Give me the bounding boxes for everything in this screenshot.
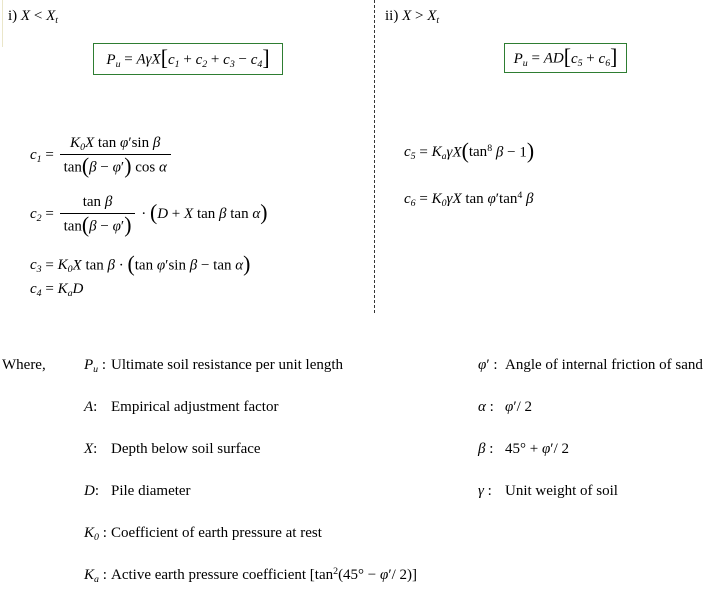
math-token: D [84, 483, 95, 499]
math-token: ) [526, 139, 535, 163]
definition-symbol [84, 357, 111, 374]
math-token: φ [505, 399, 514, 415]
math-token: − tan [197, 257, 236, 274]
math-token: γX [446, 144, 462, 161]
where-left-column [84, 357, 417, 591]
definition-description [111, 525, 322, 541]
math-token: [ [563, 45, 571, 70]
definition-row [84, 567, 417, 591]
math-token: $c_2$ [30, 205, 42, 224]
math-token: Angle of internal friction of sand [505, 357, 703, 373]
definition-description [111, 441, 261, 457]
math-token: φ [112, 159, 121, 176]
math-token: (45° − [338, 567, 381, 583]
math-token: $X_t$ [427, 8, 440, 26]
definition-description [111, 483, 191, 499]
math-token: = [120, 51, 137, 68]
math-token: − 1 [503, 144, 527, 161]
math-token: = [41, 257, 58, 274]
case-heading-left [8, 6, 58, 26]
math-token: tan [134, 257, 157, 274]
math-token: − [234, 51, 251, 68]
math-token: $K_0$ [84, 525, 99, 543]
definition-symbol [84, 525, 111, 542]
math-token: ′/ 2 [550, 441, 569, 457]
math-token: = [415, 191, 432, 207]
math-token: : [98, 525, 107, 541]
math-token: Empirical adjustment factor [111, 399, 279, 415]
math-token: $P_u$ [106, 51, 121, 70]
math-token: α [252, 205, 261, 222]
math-token: = [41, 205, 58, 222]
math-token: $c_4$ [250, 51, 263, 70]
boxed-equation-pu-left [93, 43, 283, 75]
fraction [60, 133, 171, 178]
math-token: ′/ 2)] [388, 567, 418, 583]
math-token: β [152, 135, 161, 151]
math-token: = [41, 281, 58, 297]
math-token: φ [478, 357, 487, 373]
definition-row [478, 399, 703, 441]
math-token: X [84, 441, 94, 457]
math-token: ] [262, 46, 270, 71]
math-token: − [96, 159, 113, 176]
equation-c1 [30, 133, 173, 178]
math-token: φ [487, 191, 496, 207]
math-token: tan [82, 194, 105, 210]
math-token: ( [127, 252, 135, 276]
math-token: + [179, 51, 196, 68]
math-token: tan [81, 257, 108, 274]
definition-symbol [84, 441, 111, 458]
definition-symbol [478, 483, 505, 500]
math-token: X [72, 257, 82, 274]
math-token: $c_4$ [30, 281, 42, 299]
math-token: tan [94, 135, 120, 151]
math-token: φ [120, 135, 129, 151]
math-token: β [104, 194, 113, 210]
definition-row [84, 483, 417, 525]
math-token: + [582, 50, 599, 67]
math-token: + [207, 51, 224, 68]
math-token: : [93, 441, 98, 457]
math-token: tan [63, 159, 82, 176]
math-token: + [168, 205, 185, 222]
math-token: : [93, 399, 98, 415]
definition-description [111, 357, 343, 373]
math-token: $c_5$ [404, 144, 416, 163]
math-token: ′ [120, 159, 125, 176]
definition-symbol [84, 567, 111, 584]
math-token: Coefficient of earth pressure at rest [111, 525, 322, 541]
math-token: ] [610, 45, 618, 70]
math-token: $K_0$ [57, 257, 73, 276]
math-token: Depth below soil surface [111, 441, 261, 457]
math-token: ( [461, 139, 469, 163]
definition-row [84, 399, 417, 441]
definition-description [505, 399, 532, 415]
math-token: : [483, 483, 492, 499]
math-token: AγX [136, 51, 161, 68]
math-token: φ [112, 218, 121, 235]
definition-row [84, 441, 417, 483]
definition-description [111, 567, 417, 583]
math-token: $\tan^8$ [468, 143, 493, 161]
boxed-equation-pu-right [504, 43, 627, 73]
math-token: < [30, 8, 47, 24]
definition-row [478, 357, 703, 399]
math-token: $c_1$ [167, 51, 180, 70]
math-token: ( [81, 213, 90, 238]
math-token: Ultimate soil resistance per unit length [111, 357, 344, 373]
math-token: > [411, 8, 428, 24]
equation-c6 [404, 189, 534, 209]
math-token: α [235, 257, 244, 274]
math-token: $X_t$ [46, 8, 58, 26]
math-token: γ [478, 483, 484, 499]
definition-symbol [478, 441, 505, 458]
math-token: $K_a$ [57, 281, 73, 299]
column-divider-dashed-line [374, 0, 375, 313]
math-token: X [85, 135, 95, 151]
math-token: − [96, 218, 113, 235]
math-token: α [158, 159, 167, 176]
math-token: ′sin [128, 135, 153, 151]
math-token: ′/ 2 [513, 399, 533, 415]
cell-border-artifact [2, 0, 3, 47]
equation-c3 [30, 254, 250, 276]
definition-row [84, 525, 417, 567]
math-token: : [485, 441, 494, 457]
math-token: ′ : [486, 357, 498, 373]
definition-symbol [478, 357, 505, 374]
math-token: · [137, 205, 150, 222]
math-token: i) [8, 8, 21, 24]
math-token: β [89, 218, 97, 235]
math-token: β [107, 257, 116, 274]
math-token: ( [81, 154, 90, 179]
math-token: $c_6$ [598, 50, 611, 69]
math-token: = [415, 144, 432, 161]
math-token: γX [446, 191, 462, 207]
definition-symbol [478, 399, 505, 416]
definition-description [505, 483, 618, 499]
math-token: β [219, 205, 227, 222]
math-token: $'\tan^4$ [495, 190, 523, 207]
math-token: X [20, 8, 31, 24]
math-token: · [115, 257, 128, 274]
boxed-equation-left-content [106, 48, 269, 70]
math-token: φ [380, 567, 389, 583]
math-token: : [485, 399, 494, 415]
math-token: 45° + [505, 441, 542, 457]
math-token: β [526, 191, 534, 207]
math-token: = [41, 146, 58, 163]
math-token: cos [131, 159, 159, 176]
definition-row [84, 357, 417, 399]
math-token: $c_1$ [30, 146, 42, 165]
where-label: Where, [2, 357, 46, 373]
math-token: $K_a$ [84, 567, 99, 585]
math-token: [ [160, 46, 168, 71]
math-token: β [89, 159, 97, 176]
boxed-equation-right-content [514, 47, 618, 69]
case-heading-right [385, 6, 439, 26]
equation-c4 [30, 279, 83, 299]
math-token: : [98, 357, 107, 373]
math-token: X [184, 205, 194, 222]
math-token: ′ [120, 218, 125, 235]
math-token: $P_u$ [513, 50, 528, 69]
math-token: $c_2$ [195, 51, 208, 70]
equation-c2 [30, 192, 267, 237]
math-token: α [478, 399, 486, 415]
math-token: $K_0$ [70, 135, 85, 153]
math-token: tan [63, 218, 82, 235]
math-token: Unit weight of soil [505, 483, 618, 499]
math-token: AD [543, 50, 564, 67]
math-token: ii) [385, 8, 403, 24]
math-token: A [84, 399, 94, 415]
equation-c5 [404, 141, 534, 163]
fraction [60, 192, 136, 237]
math-token: φ [156, 257, 166, 274]
math-token: $c_6$ [404, 191, 416, 209]
definition-symbol [84, 483, 111, 500]
math-token: Active earth pressure coefficient [$\tan^2$ [111, 566, 339, 583]
math-token: ) [124, 154, 132, 179]
math-token: ) [260, 200, 268, 225]
math-token: β [495, 144, 504, 161]
math-token: Pile diameter [111, 483, 191, 499]
math-token: $c_3$ [30, 257, 42, 276]
definition-row [478, 441, 703, 483]
math-token: ( [149, 200, 158, 225]
math-token: ) [243, 252, 251, 276]
math-token: $P_u$ [84, 357, 99, 375]
math-token: : [94, 483, 100, 499]
where-right-column [478, 357, 703, 525]
math-token: tan [226, 205, 253, 222]
definition-symbol [84, 399, 111, 416]
definition-description [505, 357, 703, 373]
math-token: β [478, 441, 486, 457]
math-token: β [189, 257, 198, 274]
math-token: $K_0$ [431, 191, 447, 209]
math-token: $c_3$ [223, 51, 235, 70]
math-token: = [527, 50, 544, 67]
math-token: ′sin [165, 257, 190, 274]
definition-row [478, 483, 703, 525]
definition-description [111, 399, 278, 415]
math-token: X [402, 8, 412, 24]
math-token: $K_a$ [431, 144, 447, 163]
math-token: φ [541, 441, 551, 457]
math-token: D [72, 281, 84, 297]
math-token: $c_5$ [570, 50, 583, 69]
definition-description [505, 441, 569, 457]
math-token: : [98, 567, 107, 583]
math-token: ) [124, 213, 132, 238]
math-token: tan [193, 205, 220, 222]
math-token: D [157, 205, 169, 222]
math-token: tan [461, 191, 488, 207]
